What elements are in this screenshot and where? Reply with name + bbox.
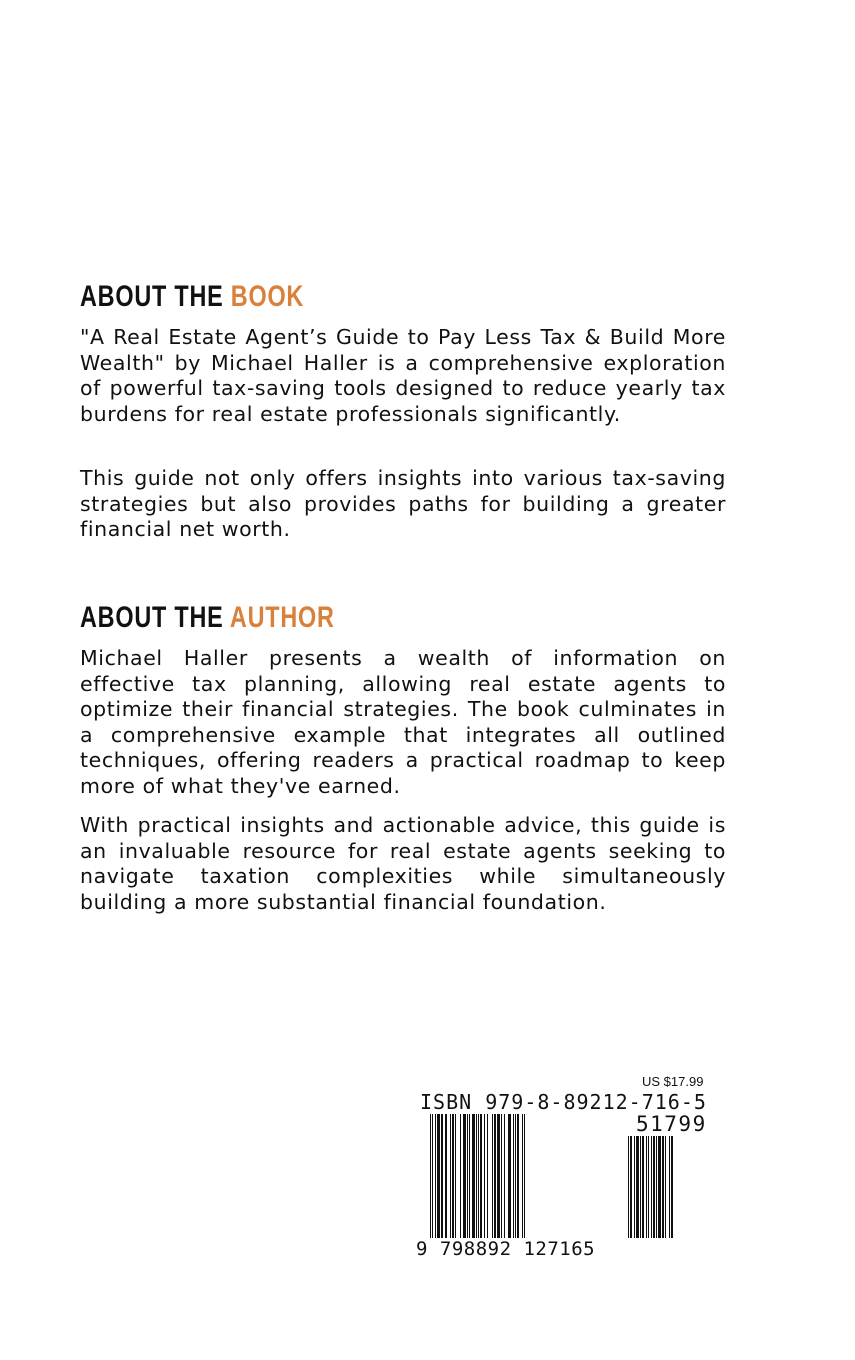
barcode-bar — [492, 1114, 493, 1238]
about-author-heading-prefix: ABOUT THE — [80, 601, 230, 634]
barcode-bar — [445, 1114, 447, 1238]
about-author-paragraph-1: Michael Haller presents a wealth of information on effective tax planning, allowing real estate agents to optimize their financial strategies. The book culminates in a comprehensive example that integrates all outlined techniques, offering readers a practical roadmap to keep more of what they've earned. — [80, 646, 726, 798]
barcode-bar — [524, 1114, 525, 1238]
barcode-bar — [630, 1136, 632, 1238]
barcode-bar — [651, 1136, 652, 1238]
price-label: US $17.99 — [642, 1074, 704, 1089]
barcode-bar — [472, 1114, 475, 1238]
barcode-bar — [430, 1114, 431, 1244]
barcode-bar — [517, 1114, 519, 1244]
barcode-bar — [628, 1136, 629, 1238]
barcode-bar — [646, 1136, 647, 1238]
barcode-bar — [494, 1114, 496, 1238]
barcode-bar — [450, 1114, 451, 1238]
barcode-bar — [460, 1114, 461, 1238]
isbn-barcode — [430, 1114, 612, 1244]
barcode-bar — [435, 1114, 436, 1238]
barcode-bar — [463, 1114, 466, 1238]
barcode-bar — [671, 1136, 673, 1238]
barcode-bar — [441, 1114, 443, 1238]
barcode-bar — [501, 1114, 502, 1238]
barcode-bar — [452, 1114, 454, 1238]
isbn-label: ISBN 979-8-89212-716-5 — [420, 1090, 707, 1114]
barcode-bar — [522, 1114, 523, 1244]
barcode-bar — [469, 1114, 470, 1238]
about-book-heading-prefix: ABOUT THE — [80, 280, 231, 313]
barcode-bar — [487, 1114, 488, 1238]
barcode-bar — [665, 1136, 666, 1238]
barcode-bar — [515, 1114, 516, 1238]
barcode-bar — [455, 1114, 456, 1238]
about-author-heading-accent: AUTHOR — [229, 601, 335, 634]
barcode-bar — [467, 1114, 468, 1238]
barcode-bar — [648, 1136, 649, 1238]
about-book-heading — [80, 280, 304, 314]
barcode-bar — [513, 1114, 514, 1238]
barcode-bar — [662, 1136, 664, 1238]
barcode-bar — [634, 1136, 635, 1238]
barcode-bar — [432, 1114, 433, 1244]
about-author-heading — [80, 601, 335, 635]
barcode-bar — [653, 1136, 655, 1238]
barcode-bar — [497, 1114, 500, 1238]
barcode-bar — [636, 1136, 639, 1238]
barcode-bar — [640, 1136, 641, 1238]
price-addon-barcode — [628, 1136, 716, 1238]
barcode-bar — [478, 1114, 479, 1244]
barcode-bar — [504, 1114, 505, 1238]
barcode-bar — [656, 1136, 657, 1238]
barcode-bar — [669, 1136, 670, 1238]
barcode-digits: 9 798892 127165 — [416, 1238, 596, 1260]
barcode-bar — [480, 1114, 482, 1238]
about-book-paragraph-2: This guide not only offers insights into various tax-saving strategies but also provides paths for building a greater financial net worth. — [80, 466, 726, 541]
barcode-bar — [508, 1114, 511, 1238]
barcode-bar — [484, 1114, 485, 1238]
barcode-bar — [437, 1114, 440, 1238]
price-addon-digits: 51799 — [636, 1112, 707, 1136]
about-book-paragraph-1: "A Real Estate Agent’s Guide to Pay Less Tax & Build More Wealth" by Michael Haller is a comprehensive exploration of powerful tax-saving tools designed to reduce yearly tax burdens for real estate professionals significantly. — [80, 325, 726, 426]
about-author-paragraph-2: With practical insights and actionable advice, this guide is an invaluable resource for real estate agents seeking to navigate taxation complexities while simultaneously building a more substantial financial foundation. — [80, 813, 726, 914]
about-book-heading-accent: BOOK — [230, 280, 305, 313]
barcode-bar — [658, 1136, 661, 1238]
barcode-bar — [476, 1114, 477, 1244]
barcode-bar — [642, 1136, 644, 1238]
